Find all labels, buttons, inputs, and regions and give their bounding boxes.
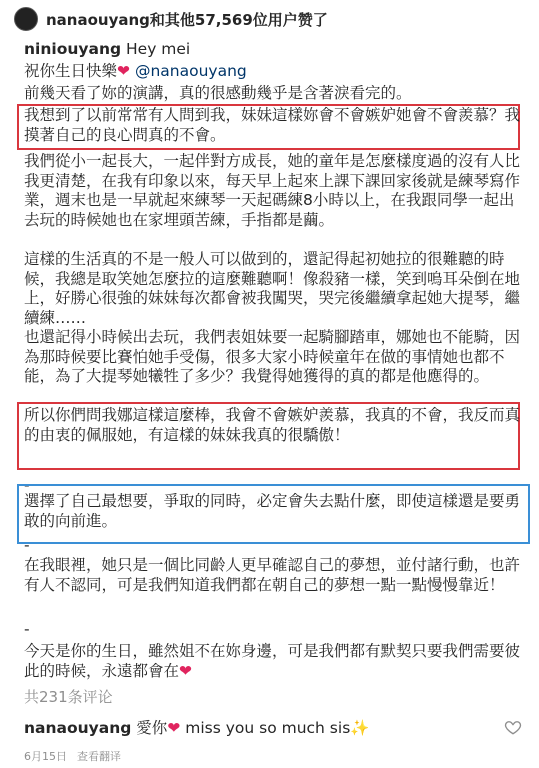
comment-text: 愛你 <box>131 719 168 737</box>
caption-paragraph: 我們從小一起長大，一起伴對方成長，她的童年是怎麼樣度過的沒有人比我更清楚，在我有印象以來，每天早上起來上課下課回家後就是練琴寫作業，週末也是一早就起來練琴一天起碼練8小時以上，在我跟同學一起出去玩的時候她也在家埋頭苦練，手指都是繭。 <box>24 152 521 229</box>
heart-icon: ❤ <box>179 661 193 680</box>
caption-final-paragraph <box>24 642 524 681</box>
sparkles-icon: ✨ <box>350 719 370 737</box>
caption-separator: - <box>24 536 30 554</box>
caption-header <box>24 40 524 60</box>
caption-greeting: Hey mei <box>121 40 191 58</box>
caption-paragraph: 前幾天看了妳的演講，真的很感動幾乎是含著淚看完的。 <box>24 84 412 102</box>
likes-summary[interactable]: nanaouyang和其他57,569位用户赞了 <box>46 10 328 29</box>
caption-paragraph: 選擇了自己最想要，爭取的同時，必定會失去點什麼，即使這樣還是要勇敢的向前進。 <box>24 492 521 530</box>
comment-username[interactable]: nanaouyang <box>24 719 132 737</box>
like-outline-icon[interactable] <box>504 718 522 736</box>
caption-separator: - <box>24 476 30 494</box>
caption-username[interactable]: niniouyang <box>24 40 122 58</box>
mention-link[interactable]: @nanaouyang <box>134 62 247 80</box>
comment-row <box>24 716 370 738</box>
caption-separator: - <box>24 620 30 638</box>
caption-paragraph: 所以你們問我娜這樣這麼棒，我會不會嫉妒羨慕，我真的不會，我反而真的由衷的佩服她，有這樣的妹妹我真的很驕傲！ <box>24 406 521 444</box>
birthday-text: 祝你生日快樂 <box>24 62 118 80</box>
heart-icon: ❤ <box>117 62 131 80</box>
comment-date: 6月15日 <box>24 750 67 763</box>
comment-text-2: miss you so much sis <box>180 719 351 737</box>
see-translation-link[interactable]: 查看翻译 <box>77 750 121 763</box>
caption-paragraph: 我想到了以前常常有人問到我，妹妹這樣妳會不會嫉妒她會不會羨慕？我摸著自己的良心問真的不會。 <box>24 106 521 144</box>
caption-birthday-line <box>24 62 524 82</box>
view-comments-link[interactable]: 共231条评论 <box>24 688 113 706</box>
likes-row[interactable] <box>14 6 328 32</box>
caption-paragraph: 今天是你的生日，雖然姐不在妳身邊，可是我們都有默契只要我們需要彼此的時候，永遠都會在 <box>24 642 521 680</box>
caption-paragraph: 在我眼裡，她只是一個比同齡人更早確認自己的夢想，並付諸行動，也許有人不認同，可是我們知道我們都在朝自己的夢想一點一點慢慢靠近！ <box>24 556 521 594</box>
liker-avatar[interactable] <box>14 7 38 31</box>
caption-paragraph: 這樣的生活真的不是一般人可以做到的，還記得起初她拉的很難聽的時候，我總是取笑她怎麼拉的這麼難聽啊！像殺豬一樣，笑到嗚耳朵倒在地上，好勝心很強的妹妹每次都會被我闖哭，哭完後繼續拿起她大提琴，繼續練…… <box>24 250 521 327</box>
comment-footer <box>24 748 121 764</box>
caption-paragraph: 也還記得小時候出去玩，我們表姐妹要一起騎腳踏車，娜她也不能騎，因為那時候要比賽怕她手受傷，很多大家小時候童年在做的事情她也都不能，為了大提琴她犧牲了多少？我覺得她獲得的真的都是他應得的。 <box>24 328 521 385</box>
heart-icon: ❤ <box>167 719 181 737</box>
